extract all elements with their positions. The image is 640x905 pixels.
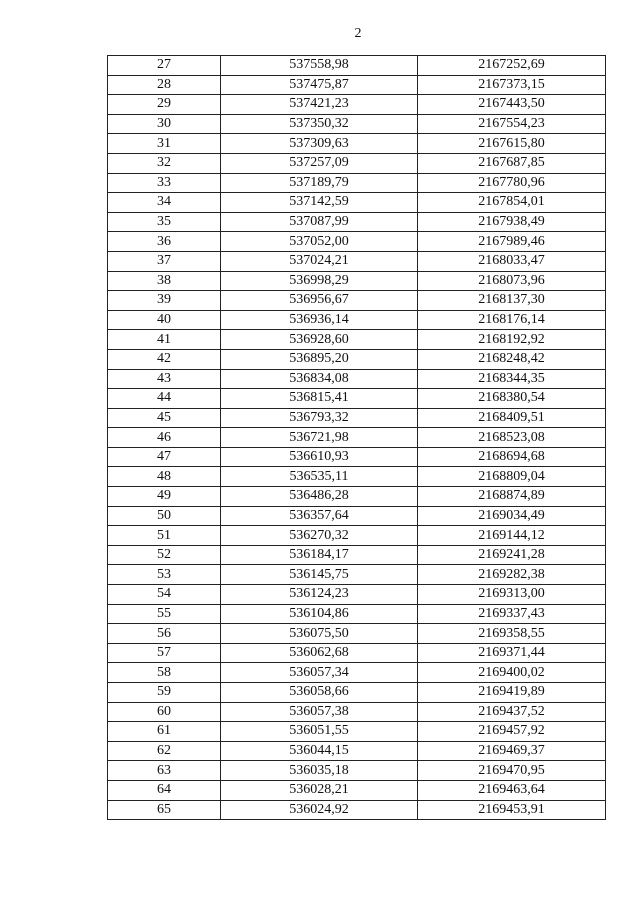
y-coordinate-cell: 2167938,49 <box>418 212 606 232</box>
point-number-cell: 59 <box>108 683 221 703</box>
y-coordinate-cell: 2167687,85 <box>418 153 606 173</box>
table-row <box>108 310 606 330</box>
x-coordinate-cell: 536956,67 <box>221 291 418 311</box>
x-coordinate-cell: 536057,38 <box>221 702 418 722</box>
y-coordinate-cell: 2168874,89 <box>418 487 606 507</box>
y-coordinate-cell: 2167615,80 <box>418 134 606 154</box>
table-row <box>108 212 606 232</box>
x-coordinate-cell: 536028,21 <box>221 780 418 800</box>
point-number-cell: 46 <box>108 428 221 448</box>
table-row <box>108 251 606 271</box>
point-number-cell: 43 <box>108 369 221 389</box>
x-coordinate-cell: 536075,50 <box>221 624 418 644</box>
x-coordinate-cell: 536058,66 <box>221 683 418 703</box>
y-coordinate-cell: 2169463,64 <box>418 780 606 800</box>
point-number-cell: 56 <box>108 624 221 644</box>
y-coordinate-cell: 2168033,47 <box>418 251 606 271</box>
point-number-cell: 33 <box>108 173 221 193</box>
x-coordinate-cell: 536124,23 <box>221 585 418 605</box>
point-number-cell: 63 <box>108 761 221 781</box>
x-coordinate-cell: 536104,86 <box>221 604 418 624</box>
y-coordinate-cell: 2168137,30 <box>418 291 606 311</box>
point-number-cell: 35 <box>108 212 221 232</box>
point-number-cell: 28 <box>108 75 221 95</box>
point-number-cell: 38 <box>108 271 221 291</box>
point-number-cell: 40 <box>108 310 221 330</box>
point-number-cell: 34 <box>108 193 221 213</box>
table-row <box>108 506 606 526</box>
y-coordinate-cell: 2169034,49 <box>418 506 606 526</box>
y-coordinate-cell: 2168380,54 <box>418 389 606 409</box>
y-coordinate-cell: 2167252,69 <box>418 56 606 76</box>
table-row <box>108 153 606 173</box>
y-coordinate-cell: 2169371,44 <box>418 643 606 663</box>
table-row <box>108 193 606 213</box>
table-row <box>108 447 606 467</box>
x-coordinate-cell: 536024,92 <box>221 800 418 820</box>
table-row <box>108 56 606 76</box>
x-coordinate-cell: 536936,14 <box>221 310 418 330</box>
y-coordinate-cell: 2169337,43 <box>418 604 606 624</box>
table-row <box>108 114 606 134</box>
table-row <box>108 291 606 311</box>
x-coordinate-cell: 536998,29 <box>221 271 418 291</box>
table-row <box>108 780 606 800</box>
point-number-cell: 62 <box>108 741 221 761</box>
table-row <box>108 741 606 761</box>
x-coordinate-cell: 536357,64 <box>221 506 418 526</box>
x-coordinate-cell: 536834,08 <box>221 369 418 389</box>
point-number-cell: 32 <box>108 153 221 173</box>
point-number-cell: 65 <box>108 800 221 820</box>
x-coordinate-cell: 536815,41 <box>221 389 418 409</box>
x-coordinate-cell: 537142,59 <box>221 193 418 213</box>
table-row <box>108 389 606 409</box>
y-coordinate-cell: 2169144,12 <box>418 526 606 546</box>
point-number-cell: 36 <box>108 232 221 252</box>
point-number-cell: 50 <box>108 506 221 526</box>
table-row <box>108 624 606 644</box>
table-row <box>108 271 606 291</box>
point-number-cell: 31 <box>108 134 221 154</box>
point-number-cell: 27 <box>108 56 221 76</box>
point-number-cell: 60 <box>108 702 221 722</box>
x-coordinate-cell: 537309,63 <box>221 134 418 154</box>
point-number-cell: 29 <box>108 95 221 115</box>
table-row <box>108 565 606 585</box>
y-coordinate-cell: 2167989,46 <box>418 232 606 252</box>
y-coordinate-cell: 2169358,55 <box>418 624 606 644</box>
y-coordinate-cell: 2168344,35 <box>418 369 606 389</box>
table-row <box>108 663 606 683</box>
x-coordinate-cell: 537257,09 <box>221 153 418 173</box>
point-number-cell: 47 <box>108 447 221 467</box>
point-number-cell: 61 <box>108 722 221 742</box>
coordinates-table <box>107 55 606 820</box>
table-row <box>108 604 606 624</box>
x-coordinate-cell: 536051,55 <box>221 722 418 742</box>
y-coordinate-cell: 2167443,50 <box>418 95 606 115</box>
x-coordinate-cell: 536535,11 <box>221 467 418 487</box>
point-number-cell: 30 <box>108 114 221 134</box>
x-coordinate-cell: 536610,93 <box>221 447 418 467</box>
point-number-cell: 37 <box>108 251 221 271</box>
y-coordinate-cell: 2168809,04 <box>418 467 606 487</box>
point-number-cell: 44 <box>108 389 221 409</box>
point-number-cell: 53 <box>108 565 221 585</box>
point-number-cell: 48 <box>108 467 221 487</box>
y-coordinate-cell: 2168694,68 <box>418 447 606 467</box>
y-coordinate-cell: 2169457,92 <box>418 722 606 742</box>
y-coordinate-cell: 2169241,28 <box>418 545 606 565</box>
table-row <box>108 702 606 722</box>
point-number-cell: 52 <box>108 545 221 565</box>
x-coordinate-cell: 536721,98 <box>221 428 418 448</box>
point-number-cell: 42 <box>108 349 221 369</box>
table-row <box>108 95 606 115</box>
x-coordinate-cell: 537024,21 <box>221 251 418 271</box>
y-coordinate-cell: 2169400,02 <box>418 663 606 683</box>
point-number-cell: 39 <box>108 291 221 311</box>
table-row <box>108 545 606 565</box>
table-row <box>108 722 606 742</box>
x-coordinate-cell: 537475,87 <box>221 75 418 95</box>
y-coordinate-cell: 2169437,52 <box>418 702 606 722</box>
table-row <box>108 408 606 428</box>
table-row <box>108 487 606 507</box>
y-coordinate-cell: 2168176,14 <box>418 310 606 330</box>
page-number: 2 <box>354 26 362 41</box>
x-coordinate-cell: 536486,28 <box>221 487 418 507</box>
table-row <box>108 643 606 663</box>
y-coordinate-cell: 2169469,37 <box>418 741 606 761</box>
x-coordinate-cell: 537350,32 <box>221 114 418 134</box>
table-row <box>108 369 606 389</box>
table-row <box>108 349 606 369</box>
table-row <box>108 173 606 193</box>
table-row <box>108 232 606 252</box>
y-coordinate-cell: 2167373,15 <box>418 75 606 95</box>
y-coordinate-cell: 2169313,00 <box>418 585 606 605</box>
y-coordinate-cell: 2167854,01 <box>418 193 606 213</box>
x-coordinate-cell: 536044,15 <box>221 741 418 761</box>
y-coordinate-cell: 2167554,23 <box>418 114 606 134</box>
point-number-cell: 58 <box>108 663 221 683</box>
point-number-cell: 51 <box>108 526 221 546</box>
point-number-cell: 55 <box>108 604 221 624</box>
point-number-cell: 45 <box>108 408 221 428</box>
y-coordinate-cell: 2169470,95 <box>418 761 606 781</box>
x-coordinate-cell: 537087,99 <box>221 212 418 232</box>
x-coordinate-cell: 536270,32 <box>221 526 418 546</box>
point-number-cell: 49 <box>108 487 221 507</box>
y-coordinate-cell: 2168248,42 <box>418 349 606 369</box>
point-number-cell: 57 <box>108 643 221 663</box>
table-row <box>108 134 606 154</box>
x-coordinate-cell: 536184,17 <box>221 545 418 565</box>
x-coordinate-cell: 537421,23 <box>221 95 418 115</box>
y-coordinate-cell: 2169282,38 <box>418 565 606 585</box>
x-coordinate-cell: 536145,75 <box>221 565 418 585</box>
x-coordinate-cell: 537189,79 <box>221 173 418 193</box>
x-coordinate-cell: 536035,18 <box>221 761 418 781</box>
table-row <box>108 428 606 448</box>
x-coordinate-cell: 537558,98 <box>221 56 418 76</box>
y-coordinate-cell: 2169419,89 <box>418 683 606 703</box>
table-row <box>108 330 606 350</box>
table-row <box>108 761 606 781</box>
table-row <box>108 585 606 605</box>
point-number-cell: 41 <box>108 330 221 350</box>
x-coordinate-cell: 536895,20 <box>221 349 418 369</box>
y-coordinate-cell: 2168073,96 <box>418 271 606 291</box>
point-number-cell: 64 <box>108 780 221 800</box>
y-coordinate-cell: 2168409,51 <box>418 408 606 428</box>
x-coordinate-cell: 536793,32 <box>221 408 418 428</box>
coordinates-table-body <box>108 56 606 820</box>
x-coordinate-cell: 536057,34 <box>221 663 418 683</box>
x-coordinate-cell: 537052,00 <box>221 232 418 252</box>
table-row <box>108 526 606 546</box>
y-coordinate-cell: 2167780,96 <box>418 173 606 193</box>
table-row <box>108 467 606 487</box>
point-number-cell: 54 <box>108 585 221 605</box>
y-coordinate-cell: 2169453,91 <box>418 800 606 820</box>
table-row <box>108 800 606 820</box>
table-row <box>108 683 606 703</box>
table-row <box>108 75 606 95</box>
x-coordinate-cell: 536062,68 <box>221 643 418 663</box>
y-coordinate-cell: 2168523,08 <box>418 428 606 448</box>
y-coordinate-cell: 2168192,92 <box>418 330 606 350</box>
x-coordinate-cell: 536928,60 <box>221 330 418 350</box>
